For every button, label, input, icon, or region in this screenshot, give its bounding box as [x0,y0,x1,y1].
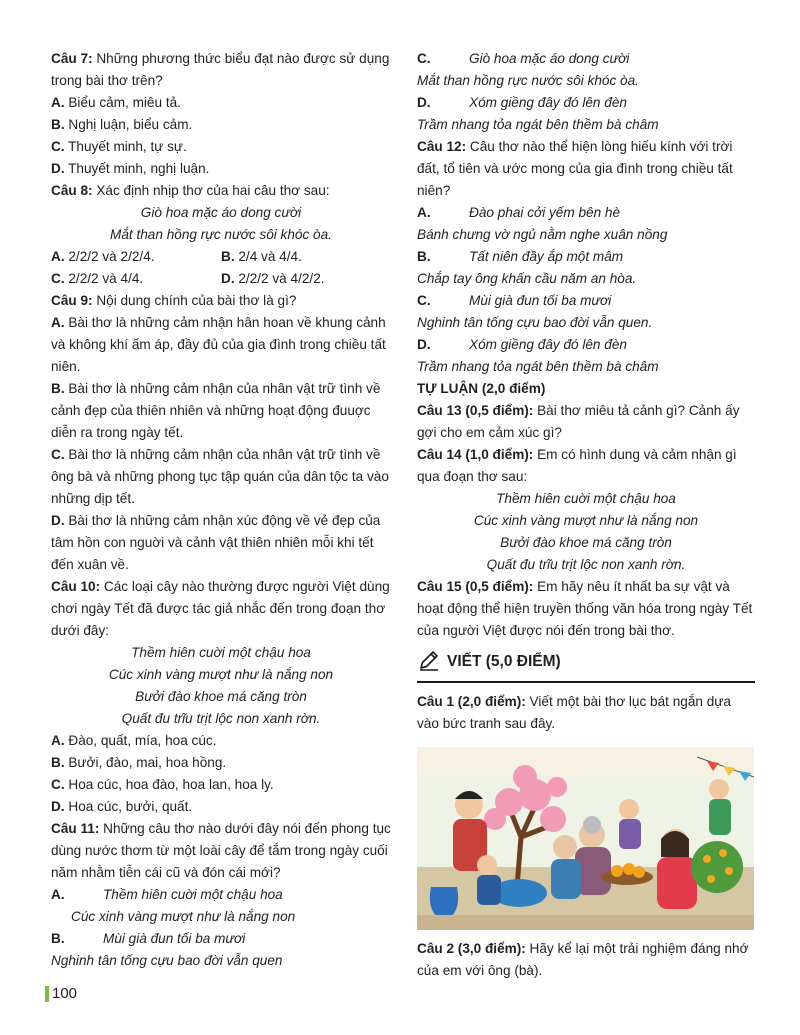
option [221,246,391,268]
choice-line: Trầm nhang tỏa ngát bên thềm bà châm [417,359,659,374]
question-text: Xác định nhịp thơ của hai câu thơ sau: [92,183,330,198]
question-label: Câu 11: [51,821,100,836]
choice-line: Xóm giềng đây đó lên đèn [469,337,627,352]
verse-line: Bưởi đào khoe má căng tròn [500,535,672,550]
option-key: A. [51,733,65,748]
pencil-icon [417,648,441,675]
choice-line: Xóm giềng đây đó lên đèn [469,95,627,110]
question-text: Những câu thơ nào dưới đây nói đến phong tục dùng nước thơm từ một loài cây để tắm trong ngày cuối năm nhằm tiễn cái cũ và đón cái mới? [51,821,391,880]
choice-key: D. [417,337,431,352]
question-text: Em có hình dung và cảm nhận gì qua đoạn thơ sau: [417,447,737,484]
option-text: 2/2/2 và 2/2/4. [64,249,155,264]
option-key: A. [51,249,65,264]
option-text: Bài thơ là những cảm nhận của nhân vật trữ tình về ông bà và những phong tục tập quán của dân tộc ta vào những dịp tết. [51,447,389,506]
option-key: C. [51,139,65,154]
option-key: C. [51,271,65,286]
choice-key: A. [417,205,431,220]
choice-line: Mùi già đun tối ba mươi [469,293,612,308]
question-label: Câu 13 (0,5 điểm): [417,403,534,418]
option [51,444,391,510]
page-number [45,985,77,1002]
verse-line: Cúc xinh vàng mượt như là nắng non [108,667,334,682]
choice-line: Nghinh tân tống cựu bao đời vẫn quen [51,953,283,968]
option-text: Thuyết minh, nghị luận. [64,161,210,176]
option-text: Bưởi, đào, mai, hoa hồng. [64,755,227,770]
option-text: Bài thơ là những cảm nhận hân hoan về khung cảnh và không khí ấm áp, đầy đủ của gia đình trong chiều tất niên. [51,315,386,374]
option-key: C. [51,777,65,792]
choice [51,928,391,950]
option [51,92,391,114]
option-row [51,268,391,290]
choice [417,290,755,312]
option-text: Nghị luận, biểu cảm. [64,117,193,132]
question-text: Bài thơ miêu tả cảnh gì? Cảnh ấy gợi cho em cảm xúc gì? [417,403,740,440]
choice-line: Tất niên đầy ắp một mâm [469,249,624,264]
question-text: Viết một bài thơ lục bát ngắn dựa vào bức tranh sau đây. [417,694,731,731]
page-number-text: 100 [52,985,78,1002]
option [221,268,391,290]
verse-line: Giò hoa mặc áo dong cười [140,205,302,220]
option [51,268,221,290]
question-text: Câu thơ nào thể hiện lòng hiếu kính với trời đất, tổ tiên và ước mong của gia đình trong chiều tất niên? [417,139,733,198]
question-text: Các loại cây nào thường được người Việt dùng chơi ngày Tết đã được tác giả nhắc đến trong đoạn thơ dưới đây: [51,579,390,638]
choice-line: Trầm nhang tỏa ngát bên thềm bà châm [417,117,659,132]
choice-line: Mùi già đun tối ba mươi [103,931,246,946]
choice-line: Thềm hiên cuời một chậu hoa [103,887,283,902]
option-text: Bài thơ là những cảm nhận xúc động về vẻ đẹp của tâm hồn con nguời và cảnh vật thiên nhiên mỗi khi tết đến xuân về. [51,513,381,572]
right-column [417,48,755,982]
option-text: Thuyết minh, tự sự. [64,139,187,154]
choice-line: Mắt than hồng rực nước sôi khóc òa. [417,73,639,88]
choice [417,202,755,224]
option [51,796,391,818]
question-text: Hãy kể lại một trải nghiệm đáng nhớ của em với ông (bà). [417,941,749,978]
question-8 [51,180,391,202]
verse-line: Bưởi đào khoe má căng tròn [135,689,307,704]
option-text: Đào, quất, mía, hoa cúc. [64,733,217,748]
question-12 [417,136,755,202]
option-key: B. [51,117,65,132]
question-label: Câu 14 (1,0 điểm): [417,447,534,462]
option-text: Bài thơ là những cảm nhận của nhân vật trữ tình về cảnh đẹp của thiên nhiên và những hoạt động đuuợc diễn ra trong ngày tết. [51,381,381,440]
option [51,246,221,268]
option-key: D. [221,271,235,286]
question-label: Câu 8: [51,183,93,198]
option-row [51,246,391,268]
verse-line: Cúc xinh vàng mượt như là nắng non [473,513,699,528]
choice-key: B. [51,931,65,946]
choice-key: C. [417,51,431,66]
writing-question-2 [417,938,755,982]
question-10 [51,576,391,642]
choice [417,334,755,356]
verse-line: Mắt than hồng rực nước sôi khóc òa. [110,227,332,242]
option-text: 2/2/2 và 4/4. [64,271,144,286]
tet-family-illustration [417,747,754,930]
choice-line: Giò hoa mặc áo dong cười [469,51,630,66]
section-title-viet: VIẾT (5,0 ĐIỂM) [447,652,561,670]
option-key: C. [51,447,65,462]
choice-key: B. [417,249,431,264]
page-number-marker [45,986,49,1002]
choice-line: Bánh chưng vờ ngủ nằm nghe xuân nồng [417,227,668,242]
option-text: Hoa cúc, bưởi, quất. [64,799,193,814]
choice [51,884,391,906]
option [51,378,391,444]
choice [417,48,755,70]
option [51,752,391,774]
question-text: Những phương thức biểu đạt nào được sử dụng trong bài thơ trên? [51,51,390,88]
question-label: Câu 1 (2,0 điểm): [417,694,526,709]
question-label: Câu 9: [51,293,93,308]
option [51,312,391,378]
writing-question-1 [417,691,755,735]
option-key: D. [51,799,65,814]
option-key: D. [51,161,65,176]
option [51,136,391,158]
option-key: B. [51,381,65,396]
question-11 [51,818,391,884]
question-label: Câu 12: [417,139,467,154]
question-text: Em hãy nêu ít nhất ba sự vật và hoạt động thể hiện truyền thống văn hóa trong ngày Tết của người Việt được nói đến trong bài thơ. [417,579,753,638]
question-15 [417,576,755,642]
question-9 [51,290,391,312]
question-7 [51,48,391,92]
option-text: 2/2/2 và 4/2/2. [234,271,325,286]
question-13 [417,400,755,444]
option [51,158,391,180]
verse-line: Quất đu trĩu trịt lộc non xanh rờn. [486,557,686,572]
question-label: Câu 2 (3,0 điểm): [417,941,526,956]
option [51,510,391,576]
option [51,774,391,796]
section-title-tu-luan: TỰ LUẬN (2,0 điểm) [417,381,546,396]
question-label: Câu 10: [51,579,101,594]
verse-line: Quất đu trĩu trịt lộc non xanh rờn. [121,711,321,726]
option-text: Biểu cảm, miêu tả. [64,95,181,110]
option-text: 2/4 và 4/4. [234,249,302,264]
option-key: B. [51,755,65,770]
option-key: A. [51,95,65,110]
option-key: B. [221,249,235,264]
verse-line: Thềm hiên cuời một chậu hoa [131,645,311,660]
choice-key: C. [417,293,431,308]
choice-line: Đào phai cởi yếm bên hè [469,205,621,220]
choice [417,92,755,114]
option [51,114,391,136]
choice-line: Cúc xinh vàng mượt như là nắng non [71,909,296,924]
question-14 [417,444,755,488]
choice [417,246,755,268]
choice-key: A. [51,887,65,902]
question-label: Câu 15 (0,5 điểm): [417,579,534,594]
choice-line: Chắp tay ông khấn cầu năm an hòa. [417,271,637,286]
question-text: Nội dung chính của bài thơ là gì? [92,293,297,308]
option-text: Hoa cúc, hoa đào, hoa lan, hoa ly. [64,777,274,792]
choice-line: Nghinh tân tống cựu bao đời vẫn quen. [417,315,653,330]
option-key: A. [51,315,65,330]
question-label: Câu 7: [51,51,93,66]
left-column [51,48,391,972]
verse-line: Thềm hiên cuời một chậu hoa [496,491,676,506]
section-header-viet [417,648,755,683]
option [51,730,391,752]
option-key: D. [51,513,65,528]
choice-key: D. [417,95,431,110]
